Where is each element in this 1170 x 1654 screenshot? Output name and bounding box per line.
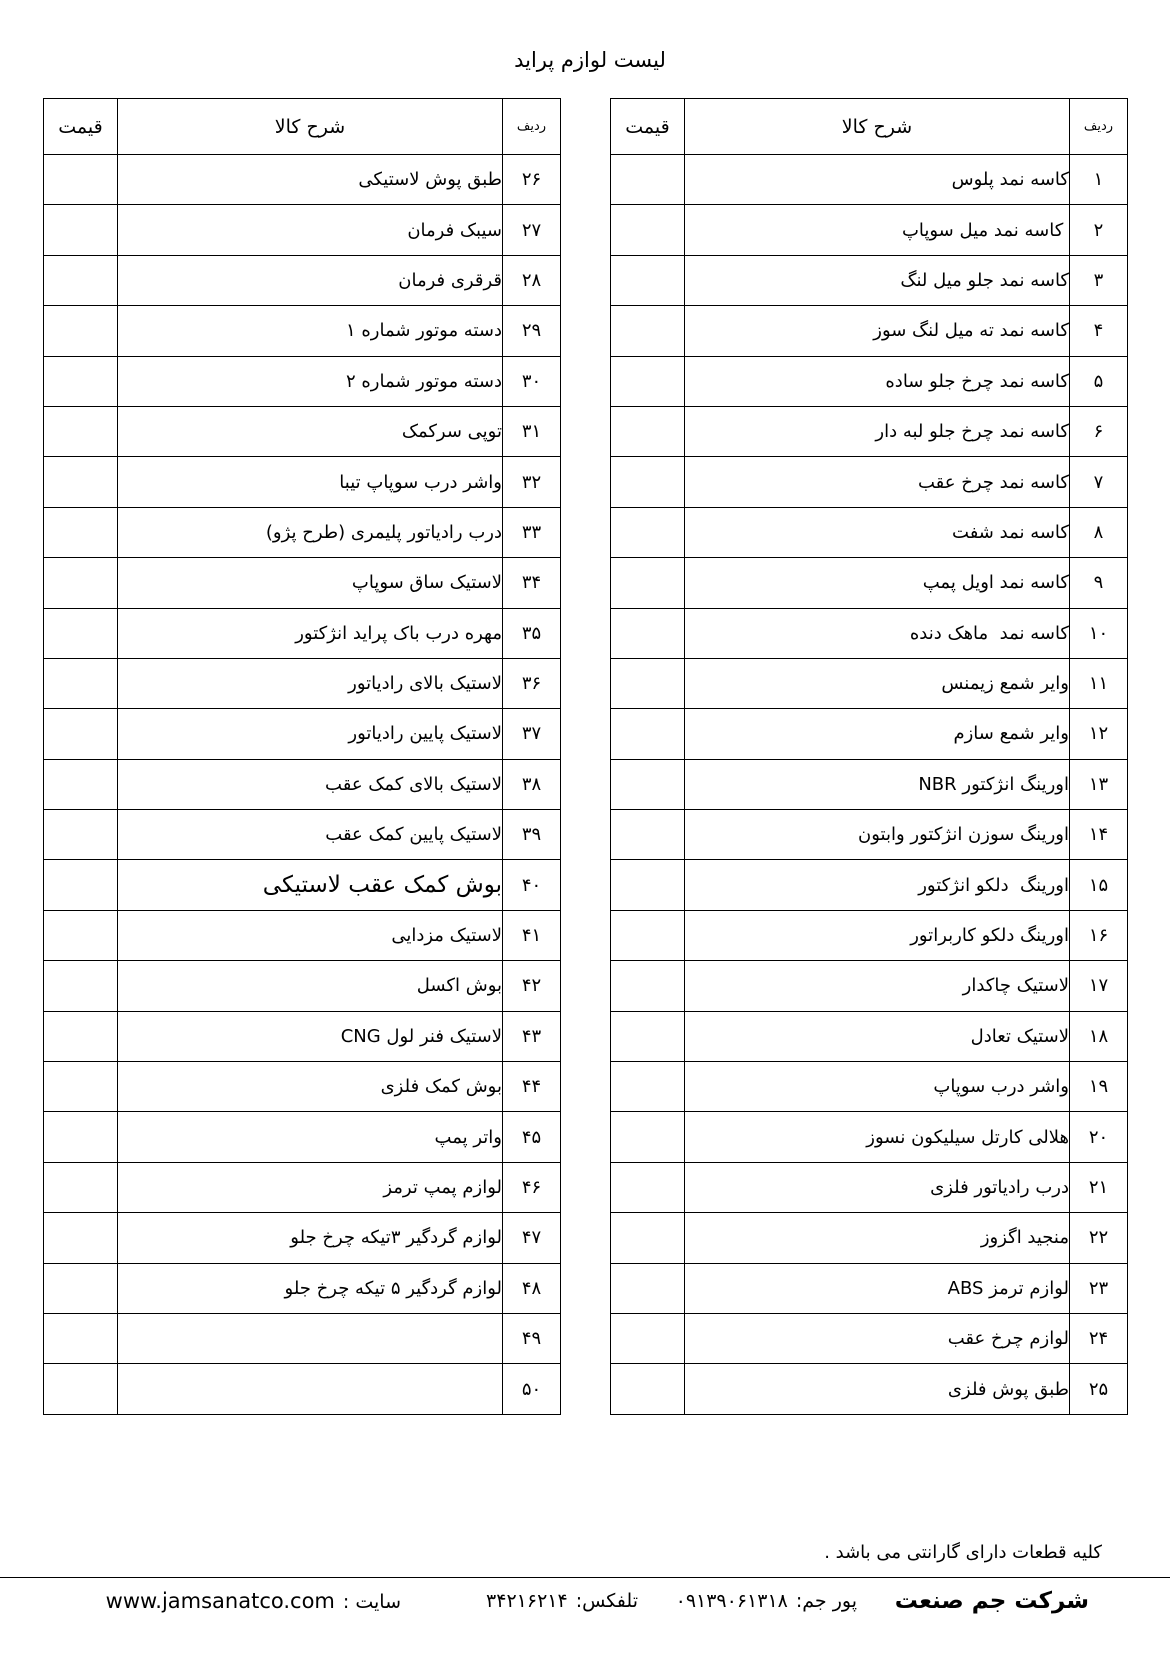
price-cell [611,810,685,860]
item-description: لاستیک ساق سوپاپ [118,558,503,608]
price-cell [44,1011,118,1061]
table-row [44,457,561,507]
item-description: اورینگ سوزن انژکتور وابتون [685,810,1070,860]
table-row [611,507,1128,557]
table-row [44,1162,561,1212]
table-row [611,205,1128,255]
table-row [611,306,1128,356]
price-cell [611,1062,685,1112]
item-description: لاستیک بالای کمک عقب [118,759,503,809]
parts-table-left [43,98,561,1415]
table-row [44,961,561,1011]
table-row [611,155,1128,205]
row-number: ۴۷ [503,1213,561,1263]
row-number: ۴۸ [503,1263,561,1313]
item-description: واشر درب سوپاپ [685,1062,1070,1112]
price-cell [44,356,118,406]
company-name: شرکت جم صنعت [894,1588,1089,1614]
item-description: وایر شمع سازم [685,709,1070,759]
row-number: ۱۹ [1070,1062,1128,1112]
item-description: لاستیک تعادل [685,1011,1070,1061]
item-description: لوازم گردگیر ۳تیکه چرخ جلو [118,1213,503,1263]
fax-number: ۳۴۲۱۶۲۱۴ [486,1590,568,1612]
table-row [611,1112,1128,1162]
item-description: درب رادیاتور پلیمری (طرح پژو) [118,507,503,557]
table-row [44,356,561,406]
item-description: کاسه نمد جلو میل لنگ [685,255,1070,305]
item-description: کاسه نمد چرخ جلو ساده [685,356,1070,406]
header-row-number: ردیف [503,99,561,155]
row-number: ۵۰ [503,1364,561,1414]
table-row [44,1364,561,1414]
table-row [44,860,561,910]
item-description: لاستیک چاکدار [685,961,1070,1011]
warranty-note: کلیه قطعات دارای گارانتی می باشد . [824,1542,1102,1563]
price-cell [611,356,685,406]
table-row [611,1313,1128,1363]
price-cell [44,255,118,305]
price-cell [611,1162,685,1212]
table-row [611,1162,1128,1212]
row-number: ۱۴ [1070,810,1128,860]
table-row [44,1062,561,1112]
table-row [44,255,561,305]
price-cell [611,255,685,305]
price-cell [611,406,685,456]
item-description: اورینگ دلکو انژکتور [685,860,1070,910]
item-description: لوازم ترمز ABS [685,1263,1070,1313]
price-cell [611,205,685,255]
row-number: ۹ [1070,558,1128,608]
item-description: کاسه نمد ته میل لنگ سوز [685,306,1070,356]
website-label: سایت : [342,1591,401,1613]
item-description: کاسه نمد ماهک دنده [685,608,1070,658]
row-number: ۴۰ [503,860,561,910]
row-number: ۳۸ [503,759,561,809]
table-body [44,155,561,1415]
item-description: لاستیک پایین کمک عقب [118,810,503,860]
row-number: ۴ [1070,306,1128,356]
table-row [44,608,561,658]
table-row [611,457,1128,507]
fax-contact [486,1586,638,1616]
table-row [611,1011,1128,1061]
item-description: لاستیک مزدایی [118,910,503,960]
row-number: ۴۳ [503,1011,561,1061]
item-description: درب رادیاتور فلزی [685,1162,1070,1212]
table-row [611,709,1128,759]
row-number: ۲۸ [503,255,561,305]
table-row [611,961,1128,1011]
price-cell [611,507,685,557]
row-number: ۲۰ [1070,1112,1128,1162]
table-row [611,1062,1128,1112]
row-number: ۴۴ [503,1062,561,1112]
item-description: بوش اکسل [118,961,503,1011]
item-description: قرقری فرمان [118,255,503,305]
item-description: کاسه نمد چرخ جلو لبه دار [685,406,1070,456]
item-description: لاستیک فنر لول CNG [118,1011,503,1061]
item-description: اورینگ دلکو کاربراتور [685,910,1070,960]
item-description: طبق پوش لاستیکی [118,155,503,205]
item-description: کاسه نمد پلوس [685,155,1070,205]
table-header-row [44,99,561,155]
row-number: ۲۹ [503,306,561,356]
row-number: ۶ [1070,406,1128,456]
price-cell [44,709,118,759]
item-description: طبق پوش فلزی [685,1364,1070,1414]
price-cell [44,961,118,1011]
row-number: ۴۶ [503,1162,561,1212]
row-number: ۴۹ [503,1313,561,1363]
table-row [44,1213,561,1263]
header-description: شرح کالا [685,99,1070,155]
item-description [118,1313,503,1363]
row-number: ۲۳ [1070,1263,1128,1313]
website-contact [106,1586,401,1617]
row-number: ۳۰ [503,356,561,406]
parts-table-right [610,98,1128,1415]
header-price: قیمت [44,99,118,155]
item-description: مهره درب باک پراید انژکتور [118,608,503,658]
price-cell [44,1112,118,1162]
row-number: ۳۷ [503,709,561,759]
item-description: کاسه نمد شفت [685,507,1070,557]
price-cell [611,709,685,759]
row-number: ۲۴ [1070,1313,1128,1363]
item-description: لاستیک بالای رادیاتور [118,658,503,708]
table-row [44,709,561,759]
price-cell [611,1112,685,1162]
price-cell [44,1364,118,1414]
price-cell [611,306,685,356]
price-cell [44,1313,118,1363]
table-body [611,155,1128,1415]
table-row [44,155,561,205]
row-number: ۲۷ [503,205,561,255]
price-cell [44,759,118,809]
table-row [44,306,561,356]
row-number: ۸ [1070,507,1128,557]
table-row [44,910,561,960]
row-number: ۴۲ [503,961,561,1011]
table-row [44,558,561,608]
header-description: شرح کالا [118,99,503,155]
table-row [611,860,1128,910]
item-description: کاسه نمد میل سوپاپ [685,205,1070,255]
price-cell [611,457,685,507]
row-number: ۳۹ [503,810,561,860]
table-row [44,1112,561,1162]
price-cell [44,608,118,658]
row-number: ۳۲ [503,457,561,507]
price-cell [44,1162,118,1212]
mobile-number: ۰۹۱۳۹۰۶۱۳۱۸ [675,1590,788,1612]
row-number: ۳۴ [503,558,561,608]
item-description: واشر درب سوپاپ تیبا [118,457,503,507]
header-price: قیمت [611,99,685,155]
price-cell [44,205,118,255]
price-cell [611,1011,685,1061]
price-cell [44,1062,118,1112]
table-row [44,1313,561,1363]
table-row [611,1263,1128,1313]
table-row [611,608,1128,658]
table-row [44,507,561,557]
price-cell [611,155,685,205]
footer-divider [0,1577,1170,1578]
table-row [611,759,1128,809]
table-row [44,1011,561,1061]
price-cell [611,1364,685,1414]
row-number: ۱۸ [1070,1011,1128,1061]
table-row [611,255,1128,305]
price-cell [44,558,118,608]
row-number: ۳۳ [503,507,561,557]
row-number: ۱۳ [1070,759,1128,809]
item-description: سیبک فرمان [118,205,503,255]
price-cell [44,507,118,557]
price-cell [611,558,685,608]
table-row [611,406,1128,456]
row-number: ۳۵ [503,608,561,658]
price-cell [611,860,685,910]
table-row [44,810,561,860]
table-row [44,759,561,809]
item-description: وایر شمع زیمنس [685,658,1070,708]
table-row [611,1213,1128,1263]
row-number: ۱ [1070,155,1128,205]
item-description: اورینگ انژکتور NBR [685,759,1070,809]
row-number: ۲۵ [1070,1364,1128,1414]
row-number: ۳۱ [503,406,561,456]
item-description: هلالی کارتل سیلیکون نسوز [685,1112,1070,1162]
header-row-number: ردیف [1070,99,1128,155]
mobile-contact [676,1586,857,1616]
item-description: منجید اگزوز [685,1213,1070,1263]
price-cell [44,1263,118,1313]
price-cell [44,457,118,507]
item-description: دسته موتور شماره ۱ [118,306,503,356]
item-description: لوازم چرخ عقب [685,1313,1070,1363]
table-row [44,205,561,255]
table-row [44,406,561,456]
row-number: ۳ [1070,255,1128,305]
row-number: ۱۰ [1070,608,1128,658]
table-row [611,558,1128,608]
price-cell [44,306,118,356]
item-description: لوازم پمپ ترمز [118,1162,503,1212]
page-title: لیست لوازم پراید [514,48,666,72]
item-description: واتر پمپ [118,1112,503,1162]
item-description [118,1364,503,1414]
row-number: ۲ [1070,205,1128,255]
price-cell [44,910,118,960]
table-row [611,356,1128,406]
price-cell [44,860,118,910]
price-cell [611,658,685,708]
row-number: ۲۱ [1070,1162,1128,1212]
row-number: ۴۵ [503,1112,561,1162]
price-cell [44,406,118,456]
row-number: ۵ [1070,356,1128,406]
row-number: ۱۱ [1070,658,1128,708]
item-description: بوش کمک فلزی [118,1062,503,1112]
fax-label: تلفکس: [575,1590,638,1612]
price-cell [611,910,685,960]
table-row [611,658,1128,708]
price-cell [44,1213,118,1263]
row-number: ۱۵ [1070,860,1128,910]
item-description: توپی سرکمک [118,406,503,456]
price-cell [611,608,685,658]
row-number: ۱۲ [1070,709,1128,759]
price-cell [611,961,685,1011]
row-number: ۱۷ [1070,961,1128,1011]
row-number: ۲۶ [503,155,561,205]
item-description: لاستیک پایین رادیاتور [118,709,503,759]
mobile-label: پور جم: [795,1590,857,1612]
price-cell [44,810,118,860]
row-number: ۱۶ [1070,910,1128,960]
row-number: ۳۶ [503,658,561,708]
price-cell [611,759,685,809]
row-number: ۴۱ [503,910,561,960]
price-cell [611,1263,685,1313]
table-row [44,658,561,708]
item-description: دسته موتور شماره ۲ [118,356,503,406]
row-number: ۲۲ [1070,1213,1128,1263]
row-number: ۷ [1070,457,1128,507]
item-description: لوازم گردگیر ۵ تیکه چرخ جلو [118,1263,503,1313]
price-cell [44,155,118,205]
item-description: بوش کمک عقب لاستیکی [118,860,503,910]
item-description: کاسه نمد اویل پمپ [685,558,1070,608]
price-cell [44,658,118,708]
website-url: www.jamsanatco.com [105,1589,335,1613]
table-row [611,1364,1128,1414]
table-row [44,1263,561,1313]
table-row [611,910,1128,960]
table-row [611,810,1128,860]
price-cell [611,1213,685,1263]
item-description: کاسه نمد چرخ عقب [685,457,1070,507]
price-cell [611,1313,685,1363]
table-header-row [611,99,1128,155]
